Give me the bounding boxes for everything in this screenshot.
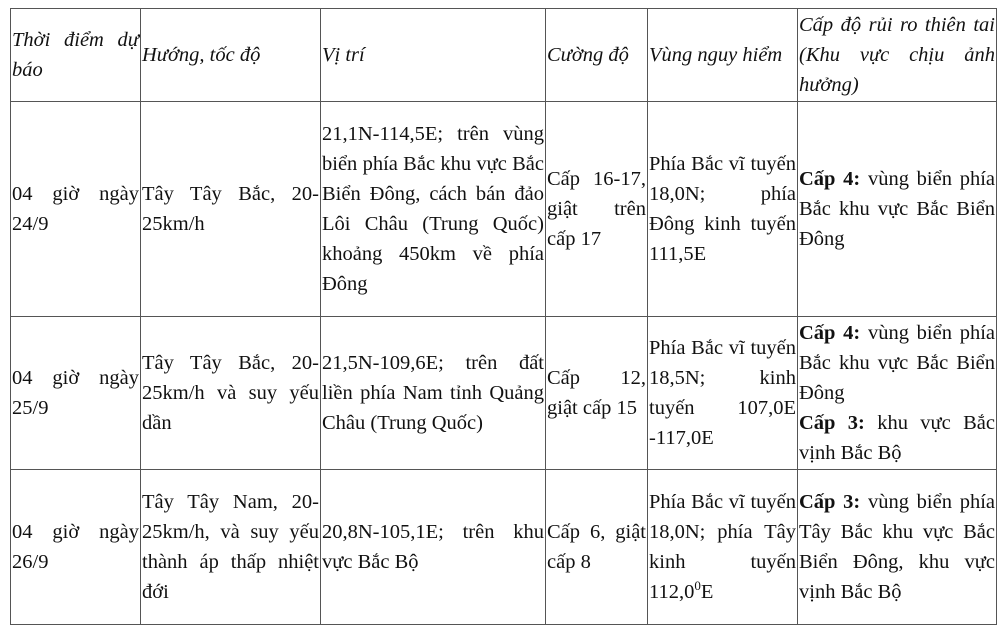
risk-area: vùng biển phía Tây Bắc khu vực Bắc Biển Đông, khu vực vịnh Bắc Bộ bbox=[799, 491, 995, 603]
risk-area: khu vực Bắc vịnh Bắc Bộ bbox=[799, 412, 995, 464]
cell-danger-zone: Phía Bắc vĩ tuyến 18,0N; phía Đông kinh tuyến 111,5E bbox=[648, 102, 798, 317]
degree-superscript: 0 bbox=[694, 578, 701, 594]
cell-direction-speed: Tây Tây Nam, 20-25km/h, và suy yếu thành áp thấp nhiệt đới bbox=[141, 470, 321, 625]
cell-time: 04 giờ ngày 26/9 bbox=[11, 470, 141, 625]
table-row bbox=[11, 317, 997, 470]
table-header-row bbox=[11, 9, 997, 102]
risk-entry bbox=[799, 487, 995, 607]
cell-danger-zone bbox=[648, 470, 798, 625]
header-intensity: Cường độ bbox=[546, 9, 648, 102]
risk-area: vùng biển phía Bắc khu vực Bắc Biển Đông bbox=[799, 168, 995, 250]
cell-direction-speed: Tây Tây Bắc, 20-25km/h và suy yếu dần bbox=[141, 317, 321, 470]
risk-level-label: Cấp 3: bbox=[799, 491, 861, 513]
cell-risk-level bbox=[798, 102, 997, 317]
danger-zone-text: Phía Bắc vĩ tuyến 18,0N; phía Tây kinh tuyến 112,0 bbox=[649, 491, 796, 603]
header-position: Vị trí bbox=[321, 9, 546, 102]
cell-risk-level bbox=[798, 470, 997, 625]
cell-time: 04 giờ ngày 24/9 bbox=[11, 102, 141, 317]
forecast-table bbox=[10, 8, 997, 625]
header-danger-zone: Vùng nguy hiểm bbox=[648, 9, 798, 102]
cell-danger-zone: Phía Bắc vĩ tuyến 18,5N; kinh tuyến 107,0E -117,0E bbox=[648, 317, 798, 470]
cell-position: 21,1N-114,5E; trên vùng biển phía Bắc khu vực Bắc Biển Đông, cách bán đảo Lôi Châu (Trung Quốc) khoảng 450km về phía Đông bbox=[321, 102, 546, 317]
risk-entry bbox=[799, 408, 995, 468]
table-row bbox=[11, 102, 997, 317]
risk-entry bbox=[799, 318, 995, 408]
header-risk-level: Cấp độ rủi ro thiên tai (Khu vực chịu ảnh hưởng) bbox=[798, 9, 997, 102]
risk-level-label: Cấp 4: bbox=[799, 322, 861, 344]
cell-intensity: Cấp 6, giật cấp 8 bbox=[546, 470, 648, 625]
cell-intensity: Cấp 12, giật cấp 15 bbox=[546, 317, 648, 470]
cell-intensity: Cấp 16-17, giật trên cấp 17 bbox=[546, 102, 648, 317]
danger-zone-suffix: E bbox=[700, 581, 714, 603]
header-direction-speed: Hướng, tốc độ bbox=[141, 9, 321, 102]
cell-time: 04 giờ ngày 25/9 bbox=[11, 317, 141, 470]
cell-position: 21,5N-109,6E; trên đất liền phía Nam tỉnh Quảng Châu (Trung Quốc) bbox=[321, 317, 546, 470]
risk-entry bbox=[799, 164, 995, 254]
table-row bbox=[11, 470, 997, 625]
risk-level-label: Cấp 4: bbox=[799, 168, 861, 190]
risk-level-label: Cấp 3: bbox=[799, 412, 865, 434]
cell-risk-level bbox=[798, 317, 997, 470]
risk-area: vùng biển phía Bắc khu vực Bắc Biển Đông bbox=[799, 322, 995, 404]
cell-direction-speed: Tây Tây Bắc, 20-25km/h bbox=[141, 102, 321, 317]
cell-position: 20,8N-105,1E; trên khu vực Bắc Bộ bbox=[321, 470, 546, 625]
header-forecast-time: Thời điểm dự báo bbox=[11, 9, 141, 102]
